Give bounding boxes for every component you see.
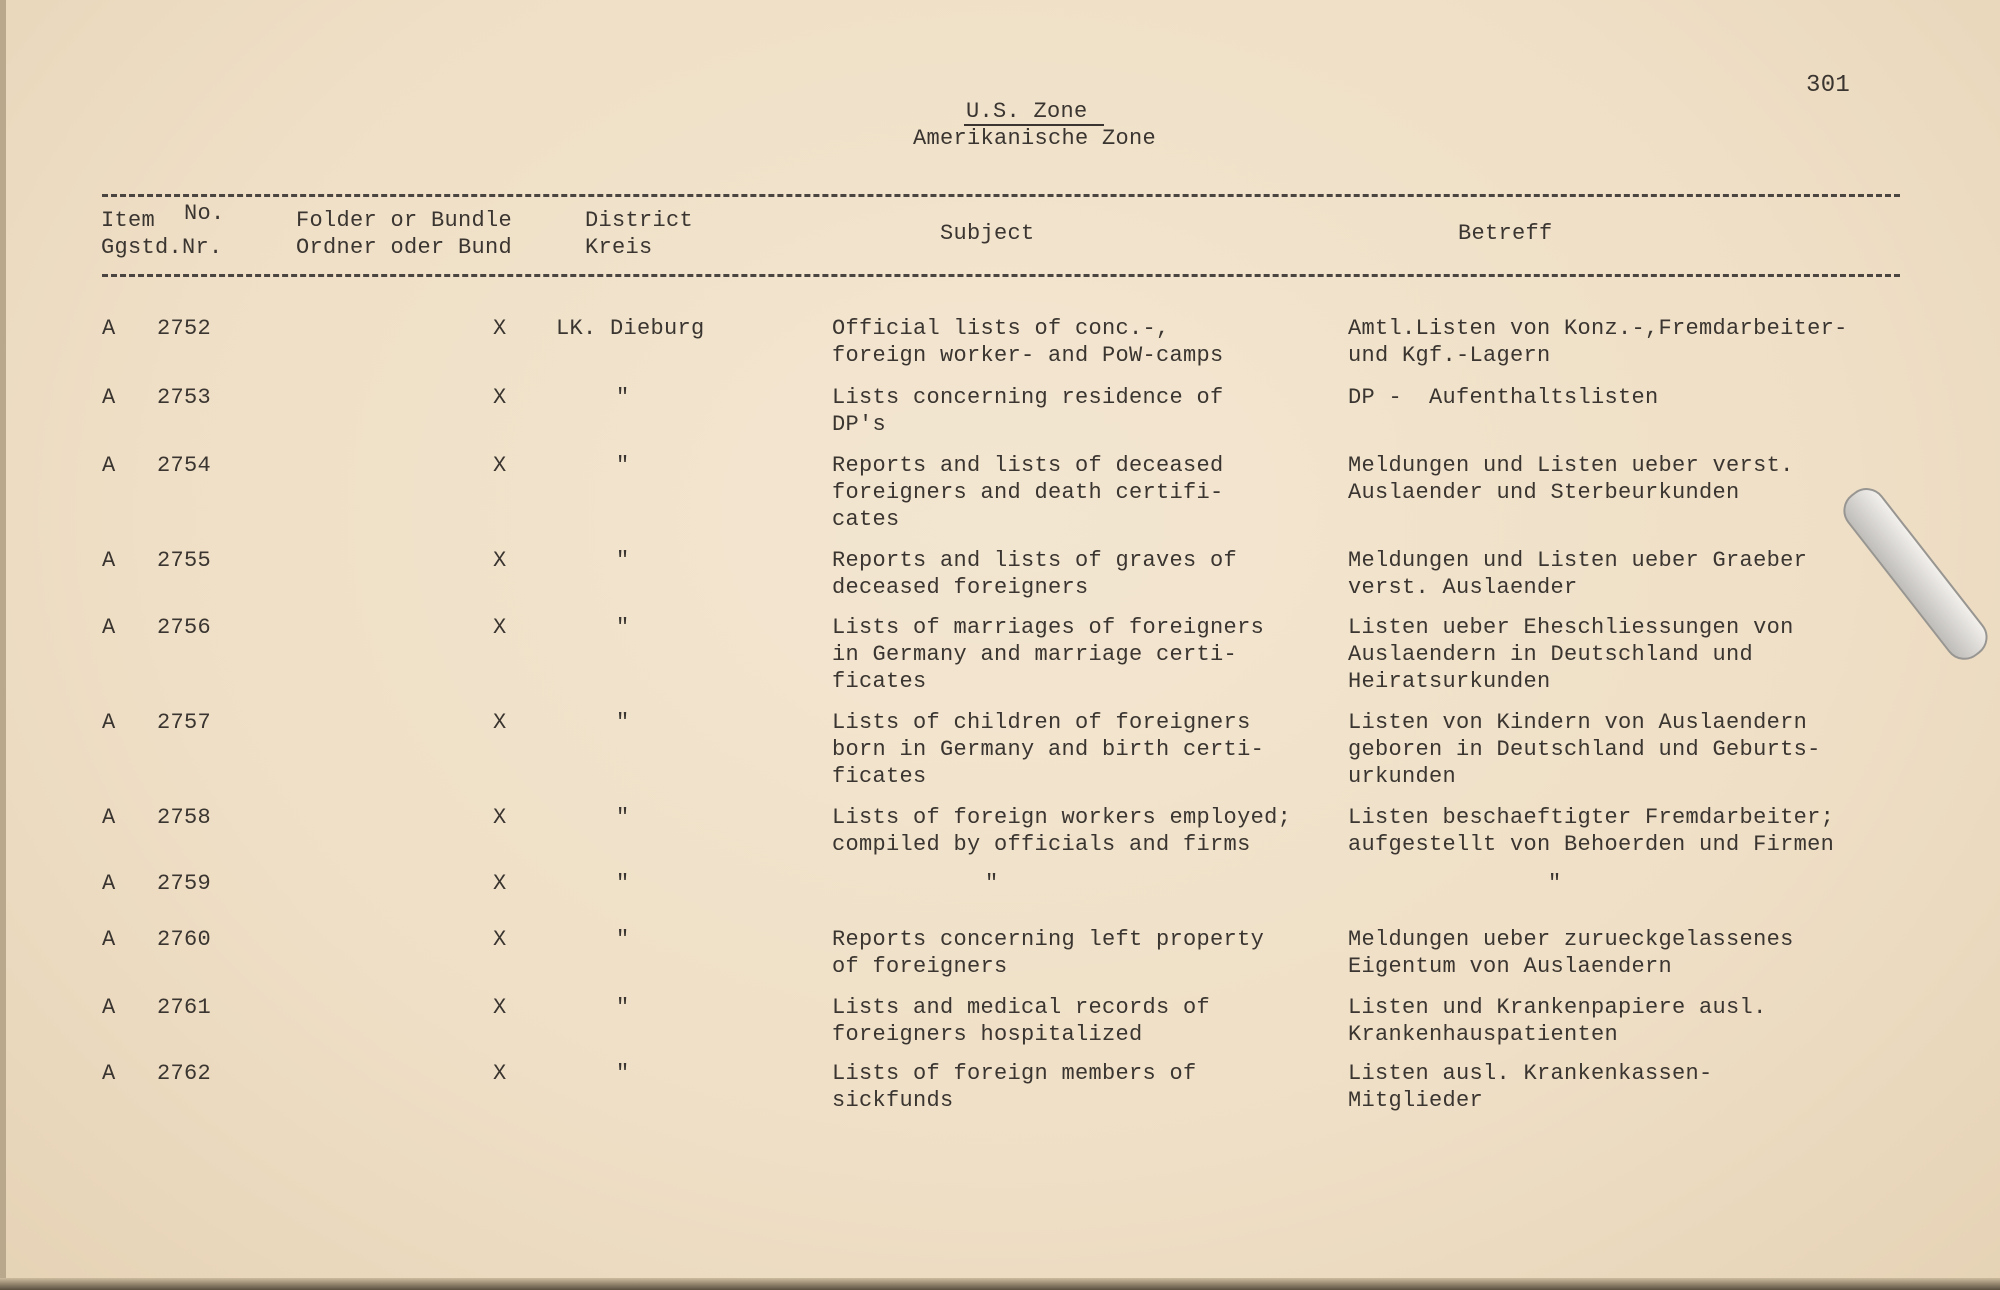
- cell-number: 2762: [157, 1061, 212, 1086]
- cell-number: 2752: [157, 316, 212, 341]
- header-betreff: Betreff: [1458, 221, 1553, 246]
- cell-subject: Reports and lists of graves of deceased foreigners: [832, 548, 1238, 600]
- cell-number: 2761: [157, 995, 212, 1020]
- cell-prefix: A: [102, 871, 116, 896]
- cell-district: ": [616, 385, 630, 410]
- cell-number: 2758: [157, 805, 212, 830]
- cell-betreff: Listen und Krankenpapiere ausl. Krankenhauspatienten: [1348, 995, 1767, 1047]
- cell-district: ": [616, 927, 630, 952]
- header-item-de: Ggstd.Nr.: [101, 235, 223, 260]
- cell-betreff: Listen von Kindern von Auslaendern geboren in Deutschland und Geburts- urkunden: [1348, 710, 1821, 789]
- cell-folder: X: [493, 1061, 507, 1086]
- cell-betreff: Amtl.Listen von Konz.-,Fremdarbeiter- und Kgf.-Lagern: [1348, 316, 1848, 368]
- header-top-rule: [102, 194, 1900, 197]
- cell-betreff: Listen ausl. Krankenkassen- Mitglieder: [1348, 1061, 1713, 1113]
- page-edge: [0, 0, 6, 1290]
- cell-district: ": [616, 1061, 630, 1086]
- cell-number: 2753: [157, 385, 212, 410]
- cell-betreff: Meldungen ueber zurueckgelassenes Eigentum von Auslaendern: [1348, 927, 1794, 979]
- cell-folder: X: [493, 316, 507, 341]
- cell-betreff: ": [1548, 871, 1562, 896]
- page-number: 301: [1806, 72, 1851, 99]
- cell-betreff: Listen ueber Eheschliessungen von Auslaendern in Deutschland und Heiratsurkunden: [1348, 615, 1794, 694]
- cell-district: ": [616, 871, 630, 896]
- cell-district: ": [616, 710, 630, 735]
- header-folder: Folder or Bundle: [296, 208, 513, 233]
- cell-betreff: Meldungen und Listen ueber verst. Auslaender und Sterbeurkunden: [1348, 453, 1794, 505]
- cell-subject: Lists of foreign members of sickfunds: [832, 1061, 1197, 1113]
- cell-betreff: DP - Aufenthaltslisten: [1348, 385, 1659, 410]
- cell-subject: Official lists of conc.-, foreign worker- and PoW-camps: [832, 316, 1224, 368]
- cell-folder: X: [493, 995, 507, 1020]
- cell-subject: Reports concerning left property of foreigners: [832, 927, 1265, 979]
- cell-folder: X: [493, 548, 507, 573]
- cell-prefix: A: [102, 995, 116, 1020]
- cell-prefix: A: [102, 453, 116, 478]
- cell-folder: X: [493, 871, 507, 896]
- cell-betreff: Meldungen und Listen ueber Graeber verst. Auslaender: [1348, 548, 1808, 600]
- cell-number: 2756: [157, 615, 212, 640]
- cell-number: 2760: [157, 927, 212, 952]
- cell-betreff: Listen beschaeftigter Fremdarbeiter; aufgestellt von Behoerden und Firmen: [1348, 805, 1835, 857]
- header-bottom-rule: [102, 274, 1900, 277]
- cell-prefix: A: [102, 385, 116, 410]
- cell-folder: X: [493, 805, 507, 830]
- page-subtitle: Amerikanische Zone: [913, 126, 1157, 151]
- cell-subject: Lists of foreign workers employed; compiled by officials and firms: [832, 805, 1292, 857]
- cell-prefix: A: [102, 805, 116, 830]
- cell-number: 2759: [157, 871, 212, 896]
- page-bottom-edge: [0, 1278, 2000, 1290]
- cell-prefix: A: [102, 710, 116, 735]
- cell-subject: Lists and medical records of foreigners hospitalized: [832, 995, 1211, 1047]
- cell-district: LK. Dieburg: [556, 316, 705, 341]
- cell-prefix: A: [102, 927, 116, 952]
- cell-district: ": [616, 995, 630, 1020]
- cell-district: ": [616, 805, 630, 830]
- header-item-no: No.: [184, 201, 225, 226]
- cell-folder: X: [493, 453, 507, 478]
- tweezers-object: [1835, 480, 1995, 668]
- cell-district: ": [616, 615, 630, 640]
- header-folder-de: Ordner oder Bund: [296, 235, 513, 260]
- cell-subject: Lists of marriages of foreigners in Germany and marriage certi- ficates: [832, 615, 1265, 694]
- cell-prefix: A: [102, 316, 116, 341]
- cell-prefix: A: [102, 1061, 116, 1086]
- cell-subject: Lists concerning residence of DP's: [832, 385, 1224, 437]
- cell-number: 2755: [157, 548, 212, 573]
- cell-folder: X: [493, 927, 507, 952]
- header-item: Item: [101, 208, 156, 233]
- cell-number: 2757: [157, 710, 212, 735]
- page-title: U.S. Zone: [966, 99, 1088, 124]
- cell-district: ": [616, 453, 630, 478]
- cell-prefix: A: [102, 548, 116, 573]
- cell-subject: Reports and lists of deceased foreigners and death certifi- cates: [832, 453, 1224, 532]
- header-district-de: Kreis: [585, 235, 653, 260]
- cell-subject: ": [985, 871, 999, 896]
- cell-district: ": [616, 548, 630, 573]
- cell-subject: Lists of children of foreigners born in Germany and birth certi- ficates: [832, 710, 1265, 789]
- header-district: District: [585, 208, 694, 233]
- cell-number: 2754: [157, 453, 212, 478]
- cell-folder: X: [493, 615, 507, 640]
- cell-prefix: A: [102, 615, 116, 640]
- cell-folder: X: [493, 710, 507, 735]
- cell-folder: X: [493, 385, 507, 410]
- header-subject: Subject: [940, 221, 1035, 246]
